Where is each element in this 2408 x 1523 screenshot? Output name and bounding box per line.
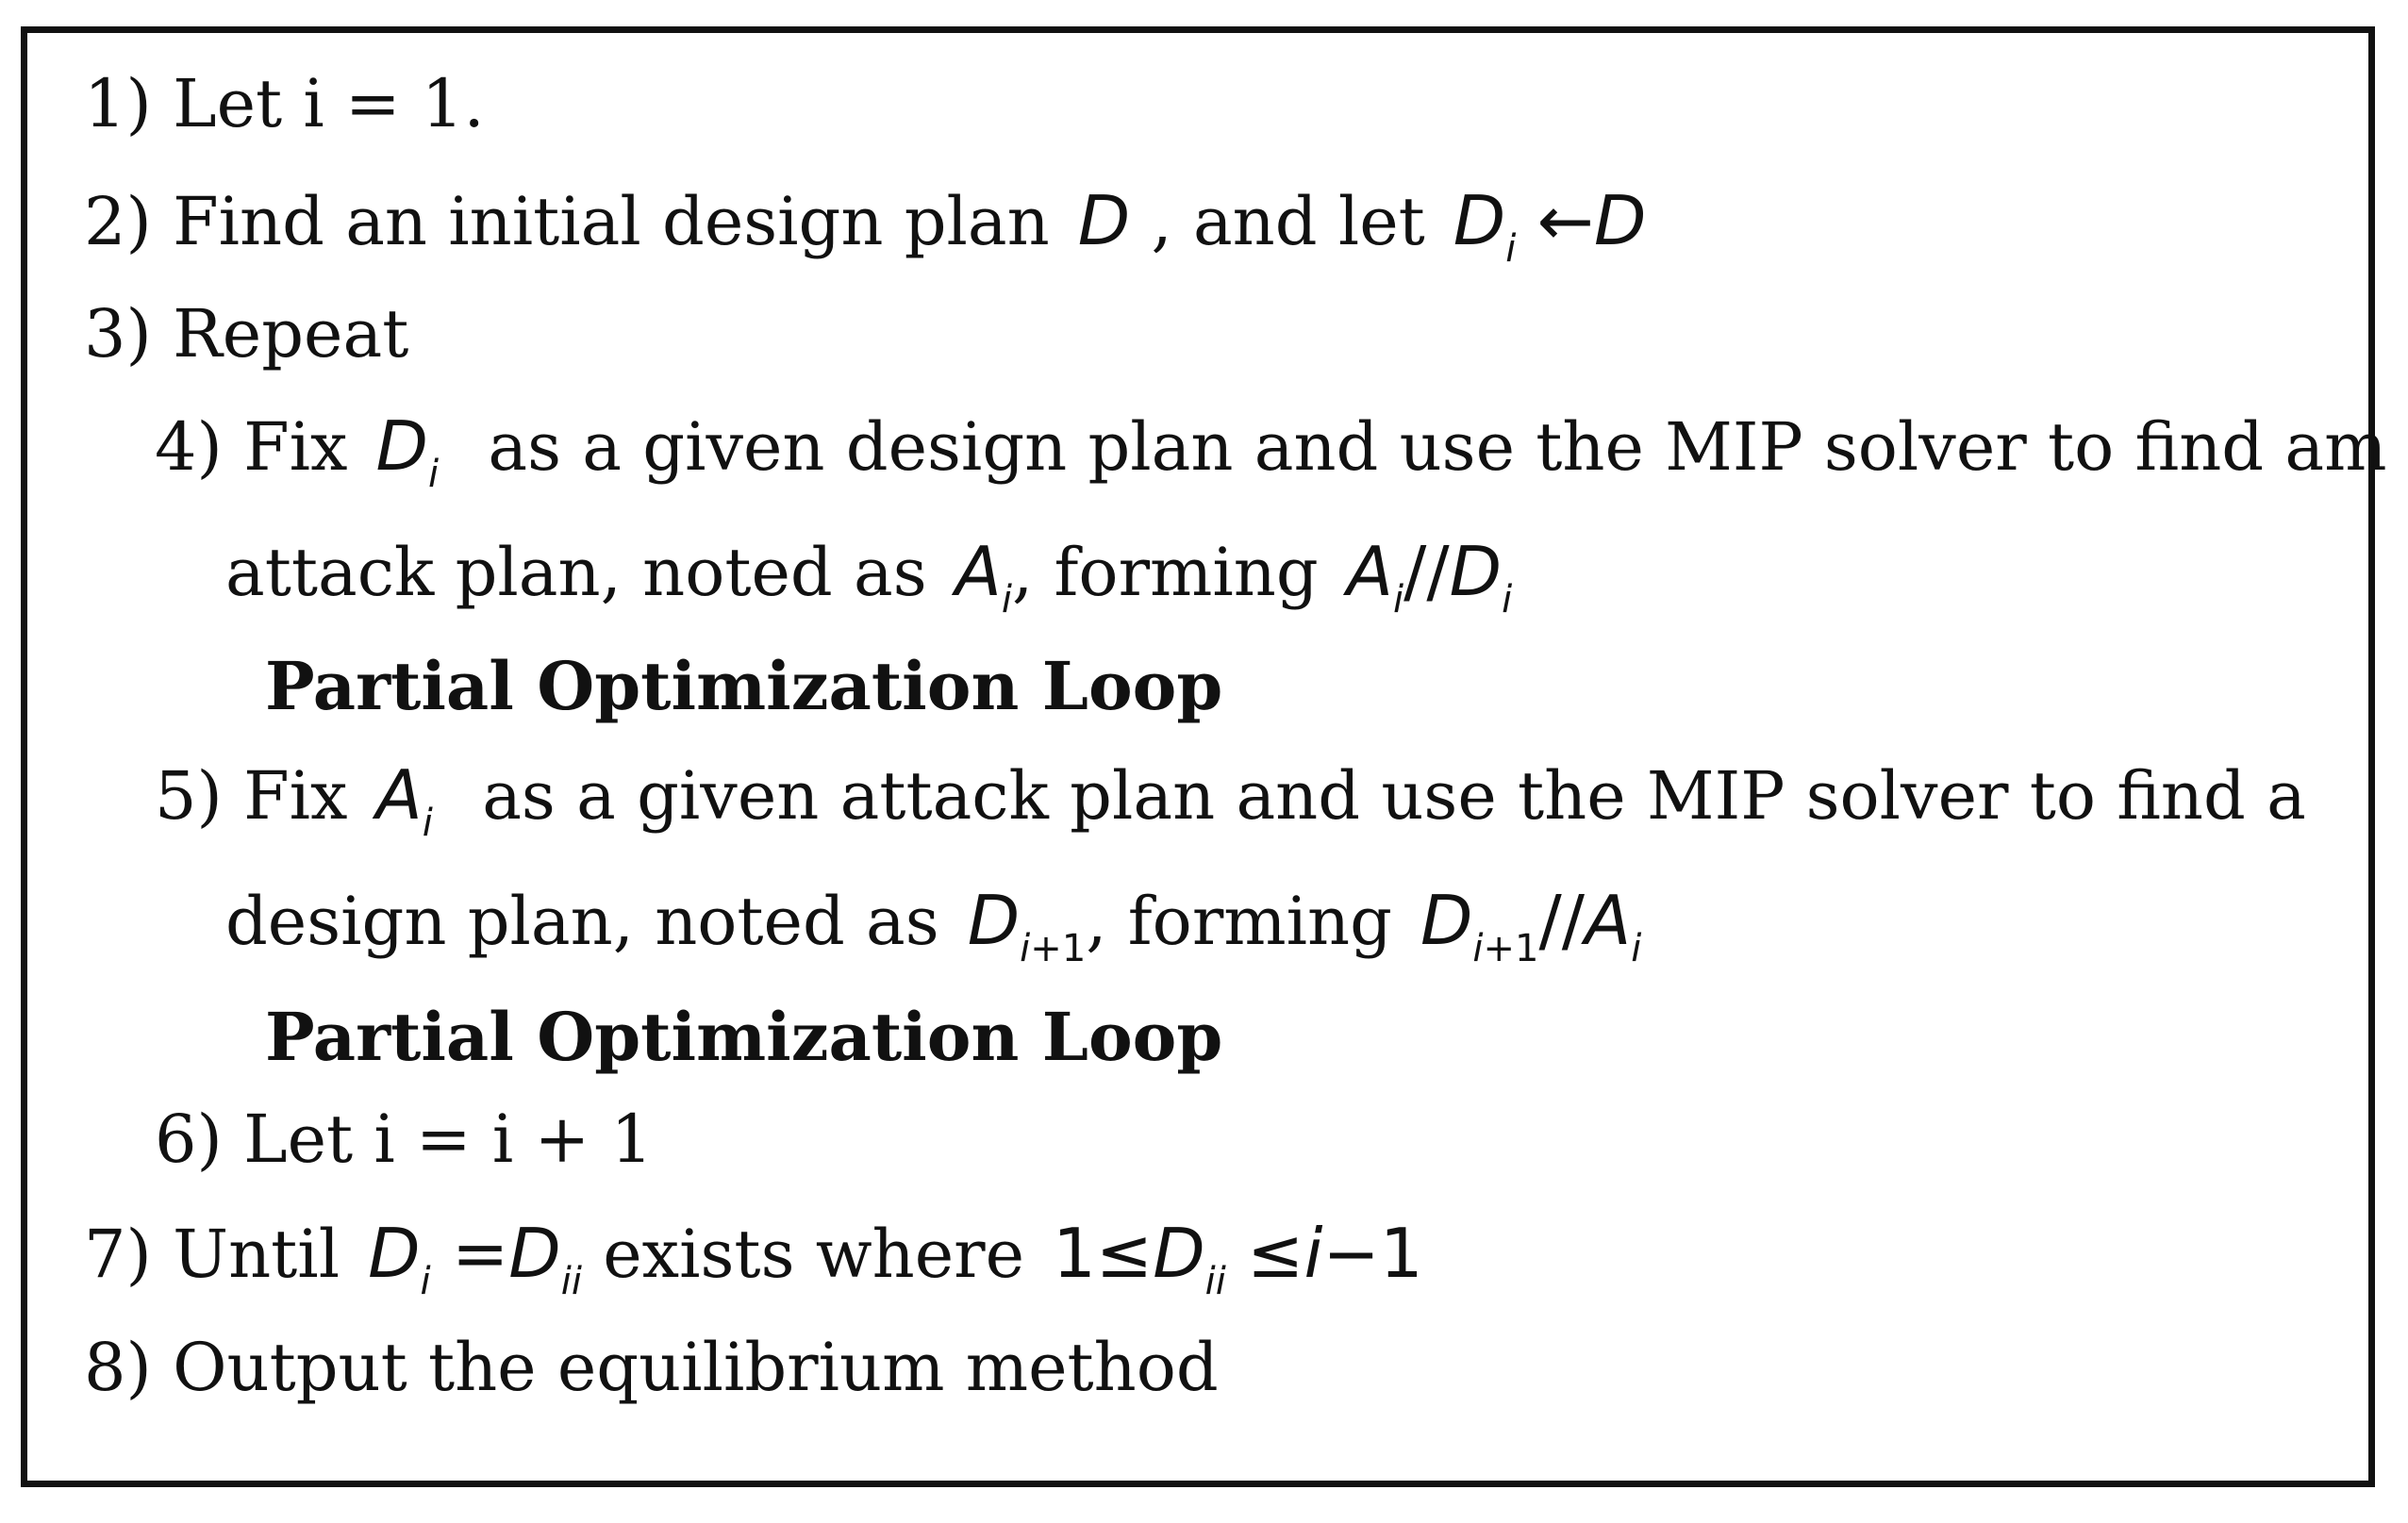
- partial-optimization-loop-label-1: Partial Optimization Loop: [265, 647, 1223, 725]
- step-7: 7) Until $D_i =D_{ii}$ exists where $1\le D_{ii} \le i-1$: [84, 1214, 1423, 1303]
- step-6: 6) Let i = i + 1: [155, 1101, 654, 1178]
- step-5-line-2: design plan, noted as $D_{i+1}$, forming $D_{i+1}//A_i$: [225, 881, 1642, 970]
- step-4-line-1: 4) Fix $D_i$ as a given design plan and use the MIP solver to find am: [155, 406, 2387, 496]
- step-5-line-1: 5) Fix $A_i$ as a given attack plan and use the MIP solver to find a: [155, 755, 2306, 845]
- step-1: 1) Let i = 1.: [84, 65, 485, 142]
- step-2: 2) Find an initial design plan D , and let $D_i$ ←D: [84, 181, 1647, 271]
- step-3: 3) Repeat: [84, 295, 409, 372]
- step-8: 8) Output the equilibrium method: [84, 1329, 1219, 1406]
- algorithm-box: [21, 26, 2387, 1487]
- step-4-line-2: attack plan, noted as $A_i$, forming $A_i//D_i$: [225, 532, 1513, 621]
- partial-optimization-loop-label-2: Partial Optimization Loop: [265, 998, 1223, 1076]
